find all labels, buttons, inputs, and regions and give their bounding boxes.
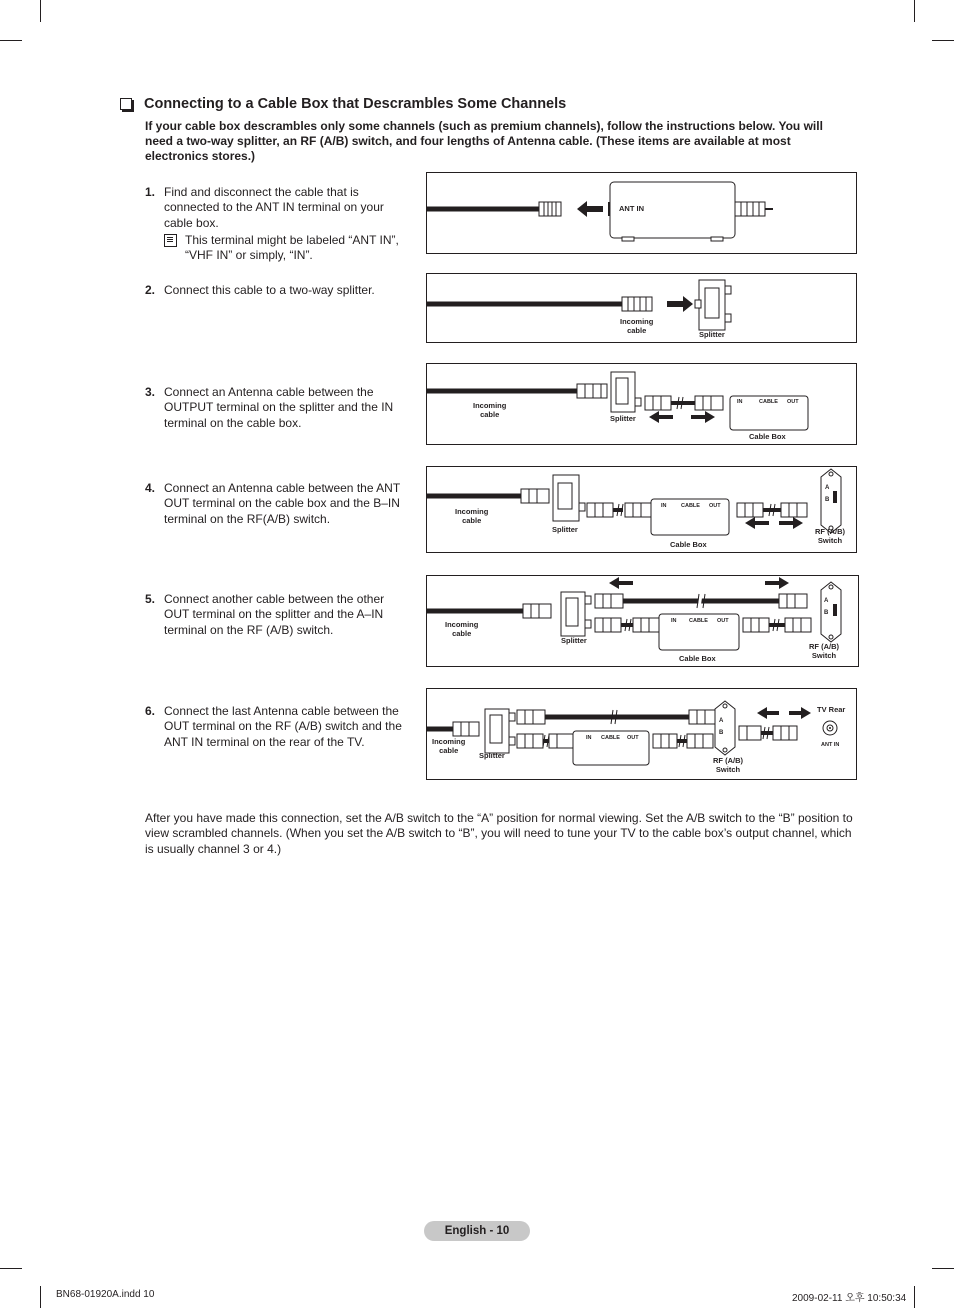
port-out-label: OUT — [717, 618, 729, 624]
step-text: Connect an Antenna cable between the OUTPUT terminal on the splitter and the IN terminal on the cable box. — [164, 385, 394, 430]
arrow-right-icon — [779, 517, 803, 529]
diagram-step-5 — [426, 575, 859, 667]
ant-in-label: ANT IN — [821, 742, 840, 748]
crop-mark — [40, 0, 41, 22]
coax-connector-icon — [549, 734, 573, 748]
coax-connector-icon — [587, 503, 613, 517]
coax-connector-icon — [743, 618, 769, 632]
after-connection-text: After you have made this connection, set the A/B switch to the “A” position for normal viewing. Set the A/B switch to the “B” position to view scrambled channels. (When you set the A/B switch to “B”, you will need to tune your TV to the cable box’s output channel, which is usually channel 3 or 4.) — [145, 811, 853, 856]
coax-connector-icon — [645, 396, 671, 410]
step-note — [164, 233, 410, 264]
crop-mark — [40, 1286, 41, 1308]
coax-connector-icon — [539, 202, 561, 216]
coax-connector-icon — [577, 384, 607, 398]
coax-connector-icon — [653, 734, 677, 748]
cable-box-label: Cable Box — [679, 654, 716, 663]
port-cable-label: CABLE — [601, 735, 620, 741]
arrow-right-icon — [691, 411, 715, 423]
step-number: 3. — [145, 385, 156, 399]
splitter-label: Splitter — [610, 414, 636, 423]
crop-mark — [914, 1286, 915, 1308]
splitter-label: Splitter — [699, 330, 725, 339]
splitter-icon — [553, 475, 585, 521]
step-number: 6. — [145, 704, 156, 718]
coax-connector-icon — [453, 722, 479, 736]
incoming-cable-label: Incoming cable — [620, 317, 654, 335]
coax-connector-icon — [517, 710, 545, 724]
port-b-label: B — [824, 610, 829, 616]
step-5 — [145, 592, 410, 638]
coax-connector-icon — [625, 503, 651, 517]
coax-connector-icon — [779, 594, 807, 608]
crop-mark — [932, 1268, 954, 1269]
step-2 — [145, 283, 410, 298]
arrow-left-icon — [649, 411, 673, 423]
coax-connector-icon — [523, 604, 551, 618]
splitter-icon — [695, 280, 731, 330]
note-icon — [164, 234, 177, 247]
section-title — [120, 96, 566, 112]
arrow-right-icon — [789, 707, 811, 719]
arrow-left-icon — [609, 577, 633, 589]
port-out-label: OUT — [627, 735, 639, 741]
port-in-label: IN — [586, 735, 592, 741]
port-out-label: OUT — [709, 503, 721, 509]
coax-connector-icon — [633, 618, 659, 632]
section-title-text: Connecting to a Cable Box that Descrambles Some Channels — [144, 96, 567, 112]
coax-connector-icon — [689, 710, 715, 724]
port-b-label: B — [825, 497, 830, 503]
step-text: Connect an Antenna cable between the ANT OUT terminal on the cable box and the B–IN terminal on the RF(A/B) switch. — [164, 481, 400, 526]
port-in-label: IN — [671, 618, 677, 624]
incoming-cable-label: Incoming cable — [445, 620, 479, 638]
port-a-label: A — [719, 718, 724, 724]
file-slug: BN68-01920A.indd 10 — [56, 1289, 155, 1300]
arrow-left-icon — [757, 707, 779, 719]
coax-connector-icon — [739, 726, 761, 740]
arrow-right-icon — [765, 577, 789, 589]
incoming-cable-label: Incoming cable — [473, 401, 507, 419]
arrow-left-icon — [577, 201, 603, 217]
splitter-label: Splitter — [552, 525, 578, 534]
coax-connector-icon — [773, 726, 797, 740]
step-4 — [145, 481, 410, 527]
step-number: 2. — [145, 283, 156, 297]
step-text: Connect this cable to a two-way splitter. — [164, 283, 375, 297]
step-text: Connect another cable between the other OUT terminal on the splitter and the A–IN terminal on the RF (A/B) switch. — [164, 592, 385, 637]
port-a-label: A — [825, 485, 830, 491]
rf-switch-label: RF (A/B) Switch — [809, 642, 839, 660]
diagram-step-6 — [426, 688, 857, 780]
crop-mark — [0, 1268, 22, 1269]
crop-mark — [932, 40, 954, 41]
port-b-label: B — [719, 730, 724, 736]
page-number-badge: English - 10 — [424, 1221, 530, 1241]
diagram-step-2 — [426, 273, 857, 343]
coax-connector-icon — [595, 594, 623, 608]
coax-connector-icon — [695, 396, 723, 410]
splitter-icon — [485, 709, 515, 753]
diagram-step-4 — [426, 466, 857, 553]
crop-mark — [0, 40, 22, 41]
step-text: Connect the last Antenna cable between the OUT terminal on the RF (A/B) switch and the ANT IN terminal on the rear of the TV. — [164, 704, 402, 749]
port-a-label: A — [824, 598, 829, 604]
print-timestamp: 2009-02-11 오후 10:50:34 — [792, 1293, 907, 1304]
tv-ant-in-jack-icon — [823, 721, 837, 735]
step-6 — [145, 704, 410, 750]
diagram-step-3 — [426, 363, 857, 445]
tv-rear-label: TV Rear — [817, 705, 846, 714]
rf-switch-label: RF (A/B) Switch — [713, 756, 743, 774]
step-text: Find and disconnect the cable that is connected to the ANT IN terminal on your cable box. — [164, 185, 384, 230]
port-cable-label: CABLE — [759, 399, 778, 405]
port-cable-label: CABLE — [681, 503, 700, 509]
coax-connector-icon — [517, 734, 543, 748]
port-cable-label: CABLE — [689, 618, 708, 624]
cable-box-label: Cable Box — [749, 432, 786, 441]
checkbox-icon — [120, 98, 132, 110]
step-number: 5. — [145, 592, 156, 606]
arrow-left-icon — [745, 517, 769, 529]
ant-in-label: ANT IN — [619, 204, 644, 213]
arrow-right-icon — [667, 296, 693, 312]
incoming-cable-label: Incoming cable — [432, 737, 466, 755]
port-out-label: OUT — [787, 399, 799, 405]
coax-connector-icon — [735, 202, 765, 216]
rf-switch-icon — [715, 701, 735, 755]
coax-connector-icon — [785, 618, 811, 632]
crop-mark — [914, 0, 915, 22]
splitter-icon — [611, 372, 641, 412]
port-in-label: IN — [737, 399, 743, 405]
coax-connector-icon — [737, 503, 763, 517]
coax-connector-icon — [781, 503, 807, 517]
diagram-step-1 — [426, 172, 857, 254]
rf-switch-icon — [821, 469, 841, 533]
splitter-icon — [561, 592, 591, 636]
step-3 — [145, 385, 410, 431]
step-1 — [145, 185, 410, 263]
splitter-label: Splitter — [561, 636, 587, 645]
coax-connector-icon — [622, 297, 652, 311]
rf-switch-label: RF (A/B) Switch — [815, 527, 845, 545]
splitter-label: Splitter — [479, 751, 505, 760]
step-number: 1. — [145, 185, 156, 199]
coax-connector-icon — [595, 618, 621, 632]
step-number: 4. — [145, 481, 156, 495]
coax-connector-icon — [521, 489, 549, 503]
incoming-cable-label: Incoming cable — [455, 507, 489, 525]
cable-box-label: Cable Box — [670, 540, 707, 549]
port-in-label: IN — [661, 503, 667, 509]
section-intro: If your cable box descrambles only some channels (such as premium channels), follow the instructions below. You will need a two-way splitter, an RF (A/B) switch, and four lengths of Antenna cable. (These items are available at most electronics stores.) — [145, 119, 823, 163]
coax-connector-icon — [687, 734, 713, 748]
step-note-text: This terminal might be labeled “ANT IN”, “VHF IN” or simply, “IN”. — [185, 232, 399, 263]
